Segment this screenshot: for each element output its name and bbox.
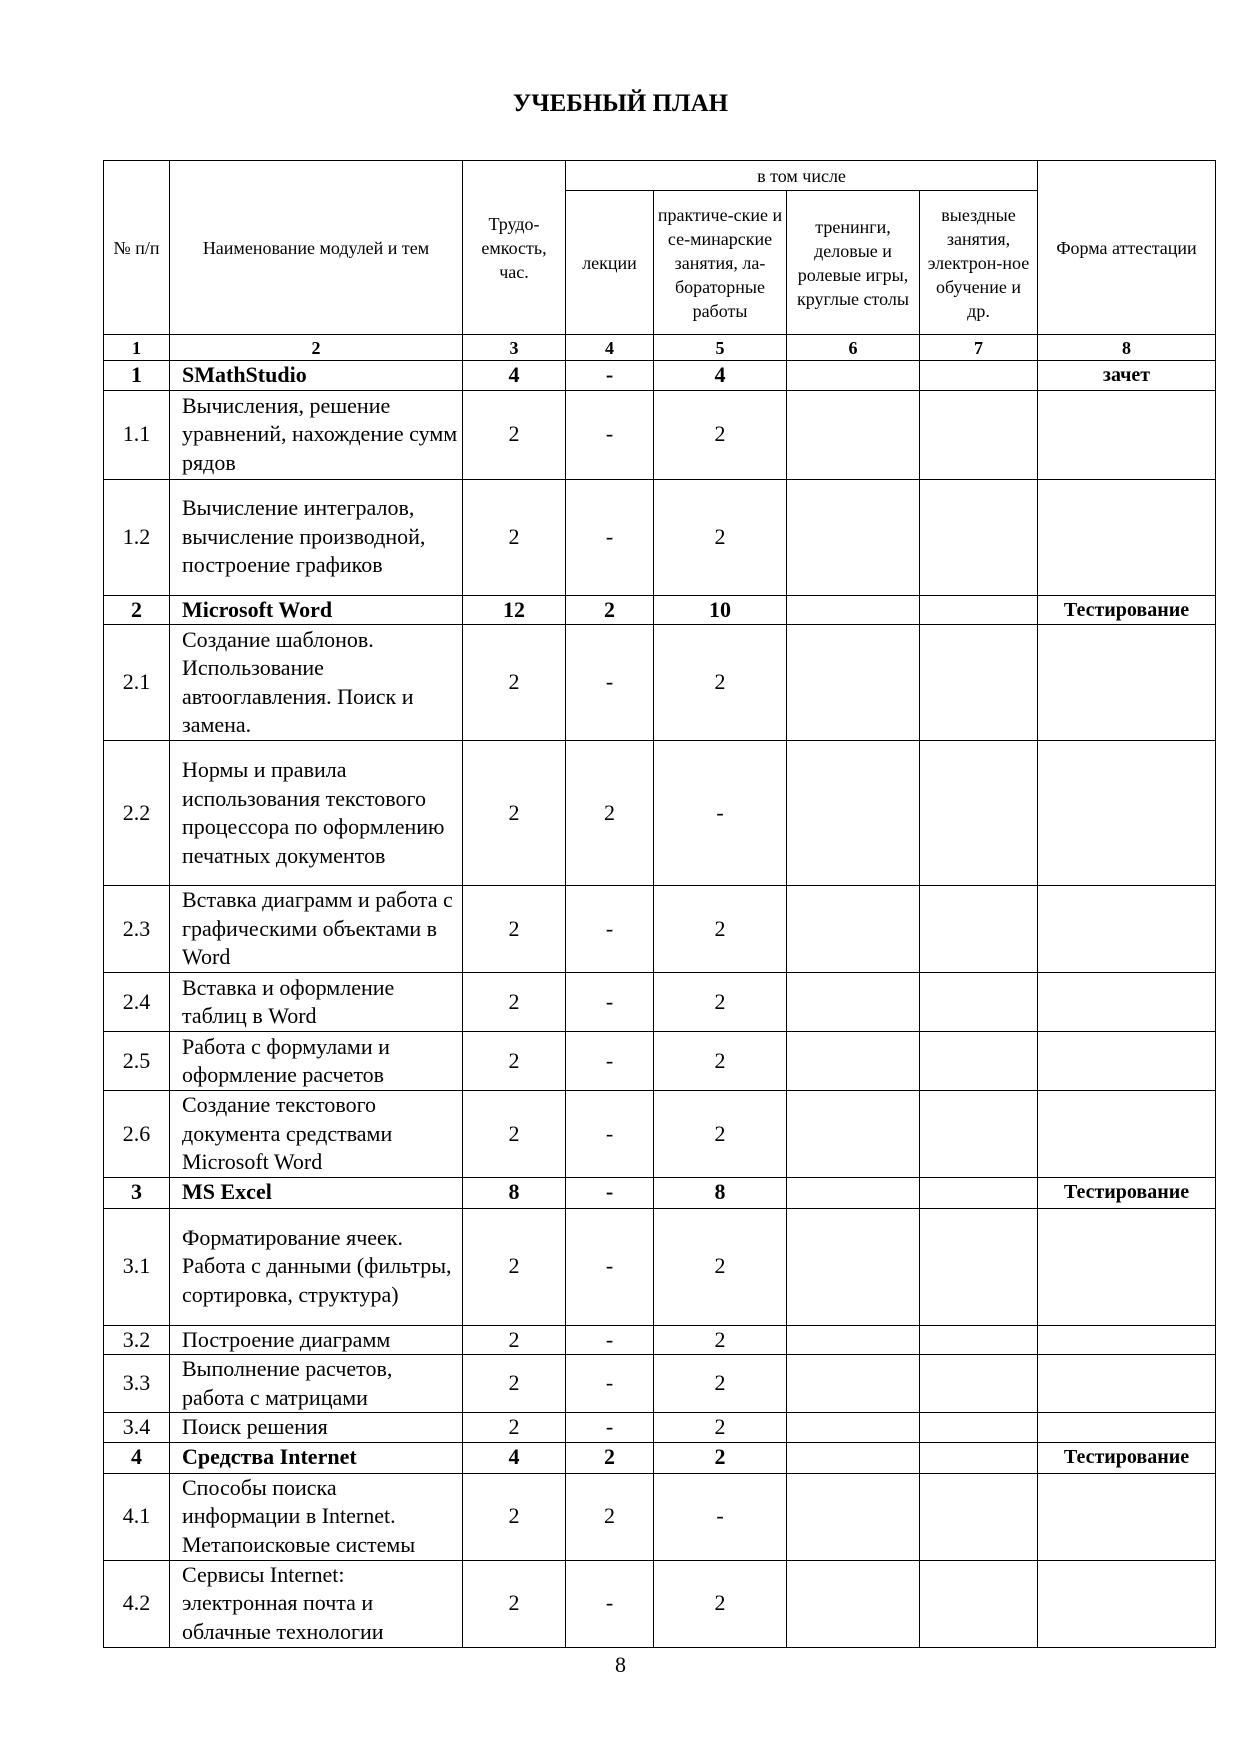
row-lectures: - — [566, 973, 654, 1032]
row-practice: 10 — [654, 595, 787, 625]
row-hours: 2 — [463, 973, 566, 1032]
row-num: 2.5 — [104, 1032, 170, 1091]
row-trainings — [787, 361, 920, 391]
module-row — [104, 595, 1216, 625]
header-lectures: лекции — [566, 191, 654, 335]
row-trainings — [787, 1177, 920, 1208]
row-attestation: Тестирование — [1038, 595, 1216, 625]
row-field — [920, 1413, 1038, 1443]
row-field — [920, 1325, 1038, 1355]
row-attestation — [1038, 973, 1216, 1032]
row-num: 1 — [104, 361, 170, 391]
column-number: 3 — [463, 335, 566, 361]
row-num: 4 — [104, 1442, 170, 1473]
row-hours: 2 — [463, 886, 566, 973]
row-num: 2.1 — [104, 625, 170, 741]
topic-row — [104, 479, 1216, 595]
row-num: 3.3 — [104, 1355, 170, 1413]
row-num: 3.1 — [104, 1208, 170, 1325]
row-field — [920, 1560, 1038, 1647]
row-attestation: Тестирование — [1038, 1177, 1216, 1208]
header-name: Наименование модулей и тем — [170, 161, 463, 335]
row-lectures: - — [566, 361, 654, 391]
row-practice: 2 — [654, 973, 787, 1032]
row-trainings — [787, 1442, 920, 1473]
row-attestation — [1038, 390, 1216, 479]
row-attestation — [1038, 1473, 1216, 1560]
row-trainings — [787, 1560, 920, 1647]
row-num: 1.1 — [104, 390, 170, 479]
row-field — [920, 595, 1038, 625]
row-hours: 2 — [463, 1032, 566, 1091]
header-practice: практиче-ские и се-минарские занятия, ла-бораторные работы — [654, 191, 787, 335]
row-field — [920, 1355, 1038, 1413]
row-name: Выполнение расчетов, работа с матрицами — [170, 1355, 463, 1413]
row-num: 2.2 — [104, 741, 170, 886]
row-num: 3.2 — [104, 1325, 170, 1355]
row-practice: 2 — [654, 1442, 787, 1473]
row-lectures: 2 — [566, 1473, 654, 1560]
row-attestation: Тестирование — [1038, 1442, 1216, 1473]
page-title: УЧЕБНЫЙ ПЛАН — [512, 90, 729, 117]
row-trainings — [787, 1413, 920, 1443]
row-hours: 2 — [463, 1208, 566, 1325]
row-lectures: 2 — [566, 1442, 654, 1473]
row-trainings — [787, 1091, 920, 1178]
row-practice: 2 — [654, 1413, 787, 1443]
row-field — [920, 1473, 1038, 1560]
module-row — [104, 1177, 1216, 1208]
row-trainings — [787, 479, 920, 595]
row-trainings — [787, 595, 920, 625]
row-trainings — [787, 973, 920, 1032]
row-num: 1.2 — [104, 479, 170, 595]
row-name: Вставка и оформление таблиц в Word — [170, 973, 463, 1032]
header-including: в том числе — [566, 161, 1038, 191]
row-hours: 2 — [463, 1473, 566, 1560]
row-practice: 2 — [654, 625, 787, 741]
column-number: 2 — [170, 335, 463, 361]
row-lectures: 2 — [566, 595, 654, 625]
row-attestation — [1038, 1355, 1216, 1413]
row-practice: 2 — [654, 1032, 787, 1091]
row-num: 4.1 — [104, 1473, 170, 1560]
column-numbers-row — [104, 335, 1216, 361]
row-hours: 2 — [463, 1091, 566, 1178]
row-practice: - — [654, 741, 787, 886]
row-num: 2.3 — [104, 886, 170, 973]
column-number: 4 — [566, 335, 654, 361]
row-name: Построение диаграмм — [170, 1325, 463, 1355]
topic-row — [104, 1208, 1216, 1325]
row-hours: 2 — [463, 625, 566, 741]
column-number: 7 — [920, 335, 1038, 361]
row-field — [920, 390, 1038, 479]
row-name: Работа с формулами и оформление расчетов — [170, 1032, 463, 1091]
row-practice: 2 — [654, 1325, 787, 1355]
row-practice: 8 — [654, 1177, 787, 1208]
curriculum-table — [103, 160, 1216, 1648]
row-field — [920, 973, 1038, 1032]
row-attestation — [1038, 1091, 1216, 1178]
row-attestation — [1038, 1032, 1216, 1091]
row-trainings — [787, 886, 920, 973]
row-lectures: - — [566, 390, 654, 479]
row-name: Создание текстового документа средствами Microsoft Word — [170, 1091, 463, 1178]
module-row — [104, 361, 1216, 391]
row-hours: 2 — [463, 390, 566, 479]
row-lectures: - — [566, 1413, 654, 1443]
row-lectures: - — [566, 1177, 654, 1208]
row-attestation — [1038, 479, 1216, 595]
row-hours: 2 — [463, 1355, 566, 1413]
row-hours: 4 — [463, 1442, 566, 1473]
row-trainings — [787, 1355, 920, 1413]
row-trainings — [787, 625, 920, 741]
row-name: Способы поиска информации в Internet. Метапоисковые системы — [170, 1473, 463, 1560]
row-attestation — [1038, 625, 1216, 741]
row-lectures: - — [566, 1560, 654, 1647]
topic-row — [104, 1473, 1216, 1560]
row-trainings — [787, 390, 920, 479]
row-hours: 2 — [463, 479, 566, 595]
header-attestation: Форма аттестации — [1038, 161, 1216, 335]
topic-row — [104, 625, 1216, 741]
row-field — [920, 625, 1038, 741]
row-name: Создание шаблонов. Использование автооглавления. Поиск и замена. — [170, 625, 463, 741]
row-trainings — [787, 1473, 920, 1560]
topic-row — [104, 886, 1216, 973]
topic-row — [104, 1560, 1216, 1647]
row-field — [920, 1208, 1038, 1325]
row-trainings — [787, 741, 920, 886]
topic-row — [104, 1091, 1216, 1178]
row-attestation — [1038, 1560, 1216, 1647]
header-field: выездные занятия, электрон-ное обучение и др. — [920, 191, 1038, 335]
header-num: № п/п — [104, 161, 170, 335]
row-name: SMathStudio — [170, 361, 463, 391]
column-number: 6 — [787, 335, 920, 361]
row-name: Вычисление интегралов, вычисление производной, построение графиков — [170, 479, 463, 595]
row-practice: 2 — [654, 1560, 787, 1647]
row-field — [920, 479, 1038, 595]
row-practice: 2 — [654, 390, 787, 479]
row-lectures: - — [566, 479, 654, 595]
header-hours: Трудо-емкость, час. — [463, 161, 566, 335]
row-attestation — [1038, 1208, 1216, 1325]
row-name: Нормы и правила использования текстового процессора по оформлению печатных документов — [170, 741, 463, 886]
row-hours: 8 — [463, 1177, 566, 1208]
row-lectures: - — [566, 1032, 654, 1091]
row-practice: 2 — [654, 1208, 787, 1325]
row-num: 2.6 — [104, 1091, 170, 1178]
topic-row — [104, 1032, 1216, 1091]
topic-row — [104, 973, 1216, 1032]
row-attestation — [1038, 886, 1216, 973]
row-field — [920, 741, 1038, 886]
row-name: MS Excel — [170, 1177, 463, 1208]
row-lectures: - — [566, 1325, 654, 1355]
row-num: 4.2 — [104, 1560, 170, 1647]
row-lectures: - — [566, 1208, 654, 1325]
row-field — [920, 1091, 1038, 1178]
row-lectures: - — [566, 625, 654, 741]
topic-row — [104, 1413, 1216, 1443]
row-practice: 2 — [654, 1091, 787, 1178]
row-trainings — [787, 1325, 920, 1355]
row-attestation — [1038, 741, 1216, 886]
topic-row — [104, 390, 1216, 479]
header-trainings: тренинги, деловые и ролевые игры, круглые столы — [787, 191, 920, 335]
row-trainings — [787, 1032, 920, 1091]
row-hours: 2 — [463, 1560, 566, 1647]
row-attestation — [1038, 1413, 1216, 1443]
page-number: 8 — [615, 1652, 626, 1677]
row-name: Средства Internet — [170, 1442, 463, 1473]
topic-row — [104, 1325, 1216, 1355]
row-name: Вставка диаграмм и работа с графическими объектами в Word — [170, 886, 463, 973]
topic-row — [104, 1355, 1216, 1413]
topic-row — [104, 741, 1216, 886]
row-num: 2 — [104, 595, 170, 625]
row-field — [920, 1177, 1038, 1208]
row-practice: 2 — [654, 479, 787, 595]
column-number: 5 — [654, 335, 787, 361]
row-attestation: зачет — [1038, 361, 1216, 391]
row-name: Поиск решения — [170, 1413, 463, 1443]
row-hours: 2 — [463, 1413, 566, 1443]
row-attestation — [1038, 1325, 1216, 1355]
row-hours: 12 — [463, 595, 566, 625]
module-row — [104, 1442, 1216, 1473]
row-trainings — [787, 1208, 920, 1325]
row-name: Microsoft Word — [170, 595, 463, 625]
column-number: 8 — [1038, 335, 1216, 361]
row-lectures: 2 — [566, 741, 654, 886]
row-num: 3 — [104, 1177, 170, 1208]
row-practice: - — [654, 1473, 787, 1560]
row-name: Форматирование ячеек. Работа с данными (фильтры, сортировка, структура) — [170, 1208, 463, 1325]
row-field — [920, 361, 1038, 391]
row-hours: 2 — [463, 1325, 566, 1355]
row-hours: 4 — [463, 361, 566, 391]
row-lectures: - — [566, 886, 654, 973]
row-lectures: - — [566, 1355, 654, 1413]
row-lectures: - — [566, 1091, 654, 1178]
row-num: 3.4 — [104, 1413, 170, 1443]
row-field — [920, 1442, 1038, 1473]
row-name: Сервисы Internet: электронная почта и облачные технологии — [170, 1560, 463, 1647]
row-practice: 2 — [654, 1355, 787, 1413]
column-number: 1 — [104, 335, 170, 361]
row-field — [920, 886, 1038, 973]
row-field — [920, 1032, 1038, 1091]
row-practice: 4 — [654, 361, 787, 391]
row-practice: 2 — [654, 886, 787, 973]
row-hours: 2 — [463, 741, 566, 886]
row-num: 2.4 — [104, 973, 170, 1032]
row-name: Вычисления, решение уравнений, нахождение сумм рядов — [170, 390, 463, 479]
